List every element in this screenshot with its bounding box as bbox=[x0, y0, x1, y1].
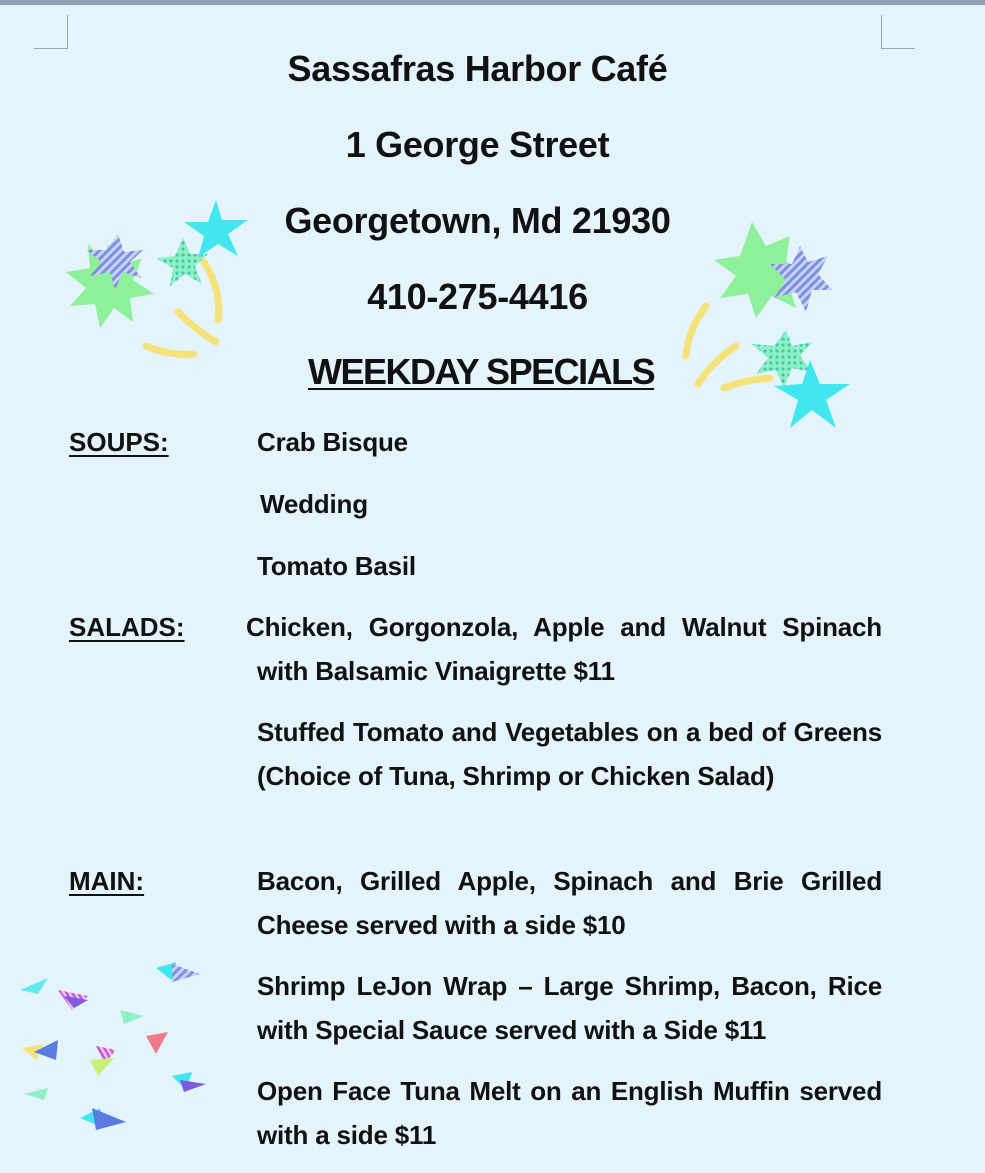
salads-label: SALADS: bbox=[69, 612, 185, 642]
confetti-piece-icon bbox=[20, 978, 48, 994]
main-label: MAIN: bbox=[69, 866, 145, 896]
soups-label: SOUPS: bbox=[69, 427, 169, 457]
confetti-piece-icon bbox=[120, 1010, 144, 1024]
confetti-piece-icon bbox=[146, 1032, 168, 1054]
salad-item: Chicken, Gorgonzola, Apple and Walnut Spinach with Balsamic Vinaigrette $11 bbox=[246, 612, 882, 686]
firework-cluster-right-icon bbox=[686, 222, 850, 428]
confetti-piece-icon bbox=[92, 1108, 126, 1130]
cafe-phone: 410-275-4416 bbox=[367, 276, 588, 317]
yellow-streak-icon bbox=[724, 378, 770, 388]
main-item: Shrimp LeJon Wrap – Large Shrimp, Bacon, Rice with Special Sauce served with a Side $11 bbox=[257, 971, 882, 1045]
specials-heading: WEEKDAY SPECIALS bbox=[308, 351, 655, 392]
yellow-streak-icon bbox=[146, 346, 194, 354]
confetti-piece-icon bbox=[90, 1058, 114, 1076]
cafe-city-state-zip: Georgetown, Md 21930 bbox=[284, 200, 671, 241]
cafe-name: Sassafras Harbor Café bbox=[287, 48, 668, 89]
salad-item: Stuffed Tomato and Vegetables on a bed of Greens (Choice of Tuna, Shrimp or Chicken Salad) bbox=[257, 717, 882, 791]
yellow-streak-icon bbox=[698, 346, 736, 384]
soup-item: Wedding bbox=[260, 489, 368, 519]
cafe-street-address: 1 George Street bbox=[345, 124, 610, 165]
main-item: Open Face Tuna Melt on an English Muffin served with a side $11 bbox=[257, 1076, 882, 1150]
main-item: Bacon, Grilled Apple, Spinach and Brie Grilled Cheese served with a side $10 bbox=[257, 866, 882, 940]
confetti-piece-icon bbox=[180, 1080, 206, 1092]
confetti-piece-icon bbox=[172, 964, 200, 982]
soup-item: Tomato Basil bbox=[257, 551, 416, 581]
confetti-cluster-icon bbox=[20, 962, 206, 1130]
confetti-piece-icon bbox=[24, 1088, 48, 1100]
soup-item: Crab Bisque bbox=[257, 427, 408, 457]
